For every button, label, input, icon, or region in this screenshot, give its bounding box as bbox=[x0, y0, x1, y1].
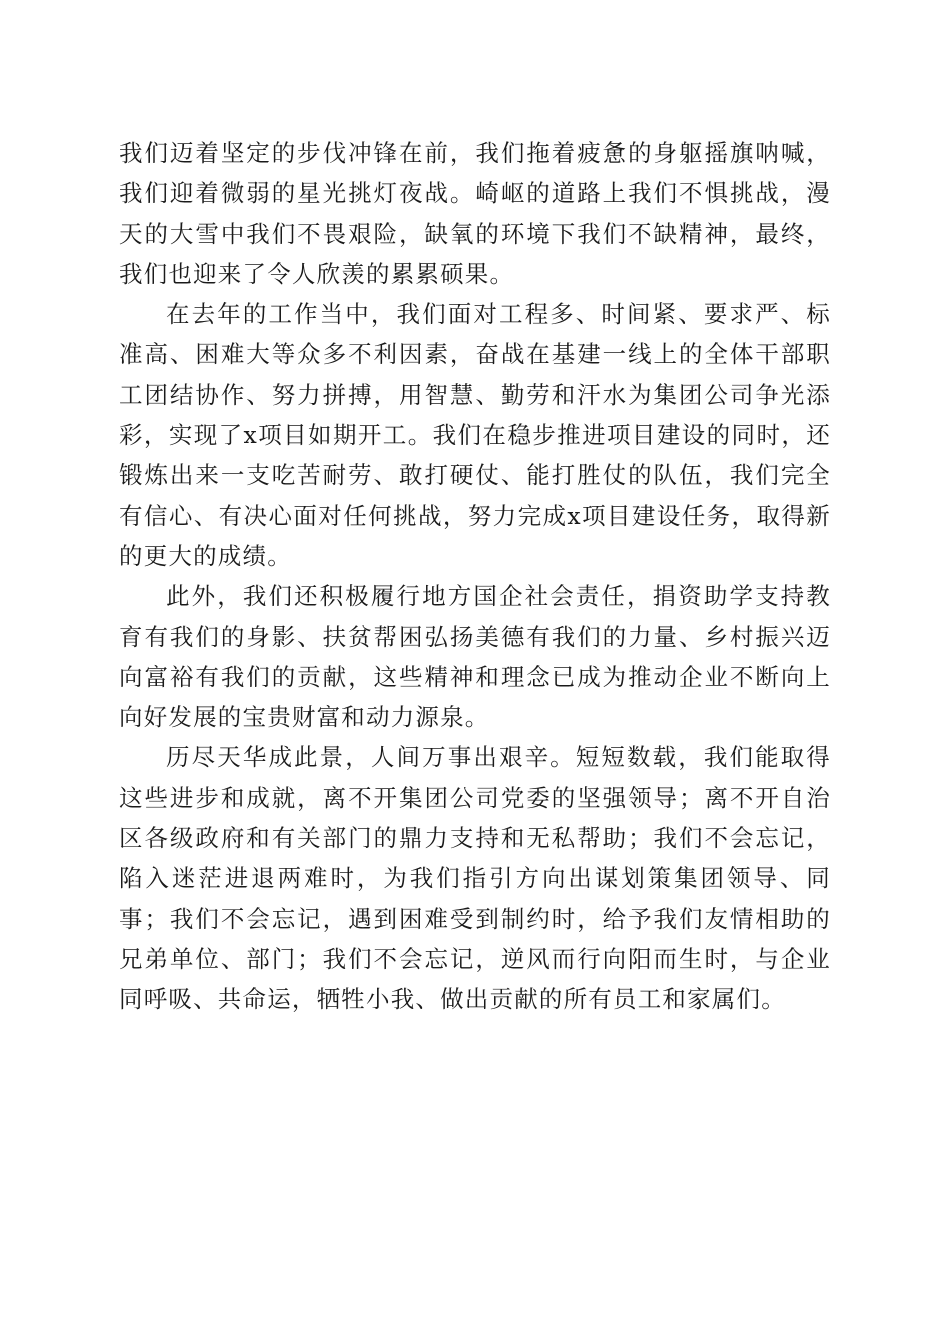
paragraph-3: 此外，我们还积极履行地方国企社会责任，捐资助学支持教育有我们的身影、扶贫帮困弘扬美德有我们的力量、乡村振兴迈向富裕有我们的贡献，这些精神和理念已成为推动企业不断向上向好发展的宝贵财富和动力源泉。 bbox=[119, 582, 831, 732]
paragraph-1: 我们迈着坚定的步伐冲锋在前，我们拖着疲惫的身躯摇旗呐喊，我们迎着微弱的星光挑灯夜战。崎岖的道路上我们不惧挑战，漫天的大雪中我们不畏艰险，缺氧的环境下我们不缺精神，最终，我们也迎来了令人欣羡的累累硕果。 bbox=[119, 139, 831, 288]
paragraph-2: 在去年的工作当中，我们面对工程多、时间紧、要求严、标准高、困难大等众多不利因素，奋战在基建一线上的全体干部职工团结协作、努力拼搏，用智慧、勤劳和汗水为集团公司争光添彩，实现了x项目如期开工。我们在稳步推进项目建设的同时，还锻炼出来一支吃苦耐劳、敢打硬仗、能打胜仗的队伍，我们完全有信心、有决心面对任何挑战，努力完成x项目建设任务，取得新的更大的成绩。 bbox=[119, 300, 831, 570]
document-body bbox=[119, 133, 831, 1020]
paragraph-4: 历尽天华成此景，人间万事出艰辛。短短数载，我们能取得这些进步和成就，离不开集团公司党委的坚强领导；离不开自治区各级政府和有关部门的鼎力支持和无私帮助；我们不会忘记，陷入迷茫进退两难时，为我们指引方向出谋划策集团领导、同事；我们不会忘记，遇到困难受到制约时，给予我们友情相助的兄弟单位、部门；我们不会忘记，逆风而行向阳而生时，与企业同呼吸、共命运，牺牲小我、做出贡献的所有员工和家属们。 bbox=[119, 743, 831, 1014]
